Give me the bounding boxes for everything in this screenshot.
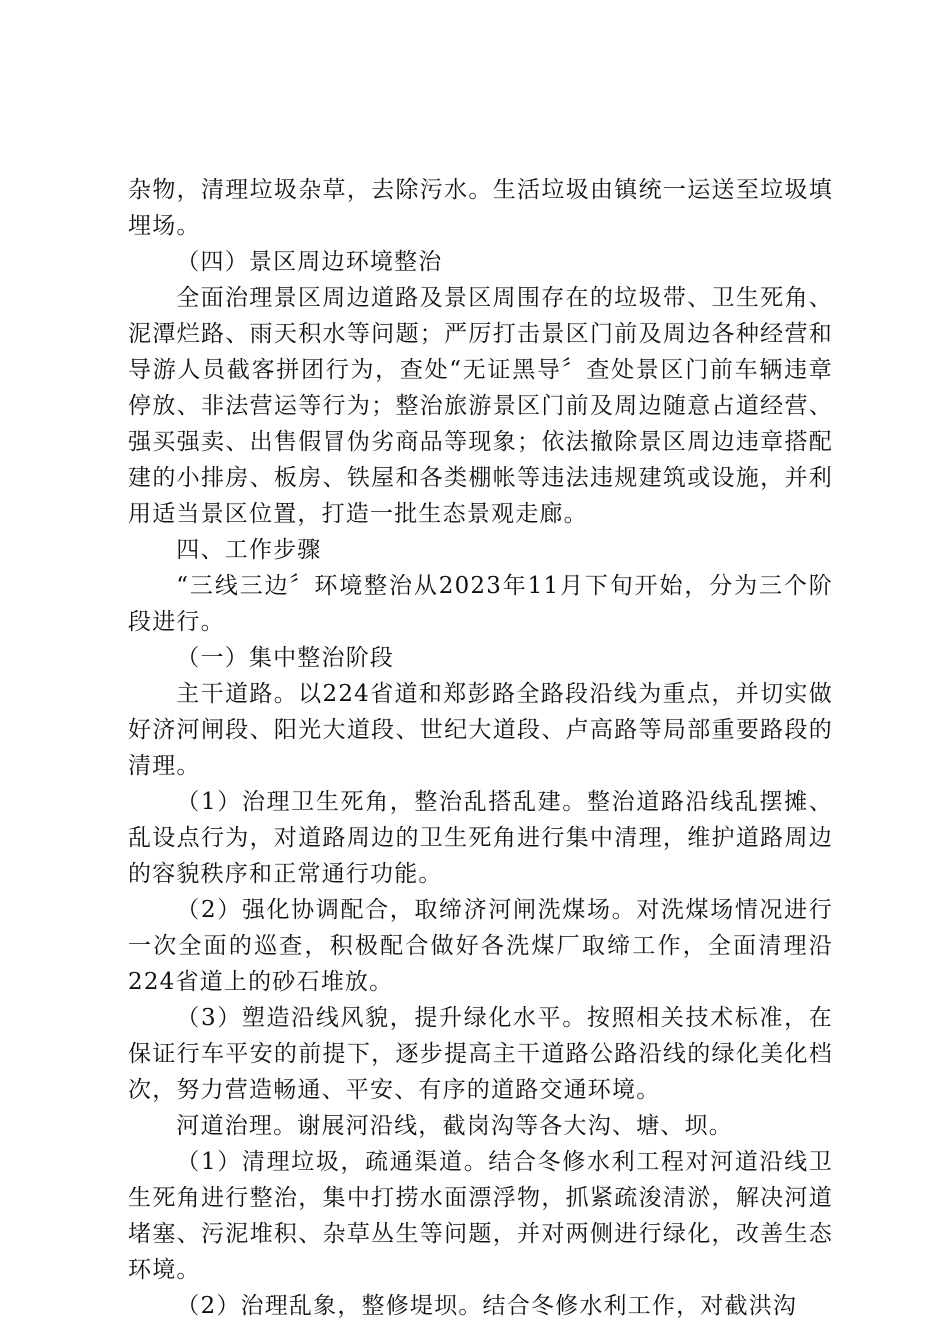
paragraph: （1）治理卫生死角，整治乱搭乱建。整治道路沿线乱摆摊、乱设点行为，对道路周边的卫生死角进行集中清理，维护道路周边的容貌秩序和正常通行功能。 — [128, 789, 833, 887]
paragraph: 杂物，清理垃圾杂草，去除污水。生活垃圾由镇统一运送至垃圾填埋场。 — [128, 177, 833, 239]
paragraph: （3）塑造沿线风貌，提升绿化水平。按照相关技术标准，在保证行车平安的前提下，逐步提高主干道路公路沿线的绿化美化档次，努力营造畅通、平安、有序的道路交通环境。 — [128, 1005, 833, 1103]
paragraph: （1）清理垃圾，疏通渠道。结合冬修水利工程对河道沿线卫生死角进行整治，集中打捞水面漂浮物，抓紧疏浚清淤，解决河道堵塞、污泥堆积、杂草丛生等问题，并对两侧进行绿化，改善生态环境。 — [128, 1149, 833, 1283]
paragraph: 河道治理。谢展河沿线，截岗沟等各大沟、塘、坝。 — [176, 1113, 733, 1139]
paragraph: “三线三边〞环境整治从2023年11月下旬开始，分为三个阶段进行。 — [128, 573, 833, 635]
section-heading: 四、工作步骤 — [176, 537, 322, 563]
paragraph: （2）治理乱象，整修堤坝。结合冬修水利工作，对截洪沟 — [176, 1293, 798, 1319]
section-heading: （一）集中整治阶段 — [176, 645, 395, 671]
paragraph: 全面治理景区周边道路及景区周围存在的垃圾带、卫生死角、泥潭烂路、雨天积水等问题；严厉打击景区门前及周边各种经营和导游人员截客拼团行为，查处“无证黑导〞查处景区门前车辆违章停放、非法营运等行为；整治旅游景区门前及周边随意占道经营、强买强卖、出售假冒伪劣商品等现象；依法撤除景区周边违章搭配建的小排房、板房、铁屋和各类棚帐等违法违规建筑或设施，并利用适当景区位置，打造一批生态景观走廊。 — [128, 285, 833, 527]
document-body — [128, 172, 833, 1324]
section-heading: （四）景区周边环境整治 — [176, 249, 443, 275]
paragraph: （2）强化协调配合，取缔济河闸洗煤场。对洗煤场情况进行一次全面的巡查，积极配合做好各洗煤厂取缔工作，全面清理沿224省道上的砂石堆放。 — [128, 897, 833, 995]
paragraph: 主干道路。以224省道和郑彭路全路段沿线为重点，并切实做好济河闸段、阳光大道段、世纪大道段、卢高路等局部重要路段的清理。 — [128, 681, 833, 779]
